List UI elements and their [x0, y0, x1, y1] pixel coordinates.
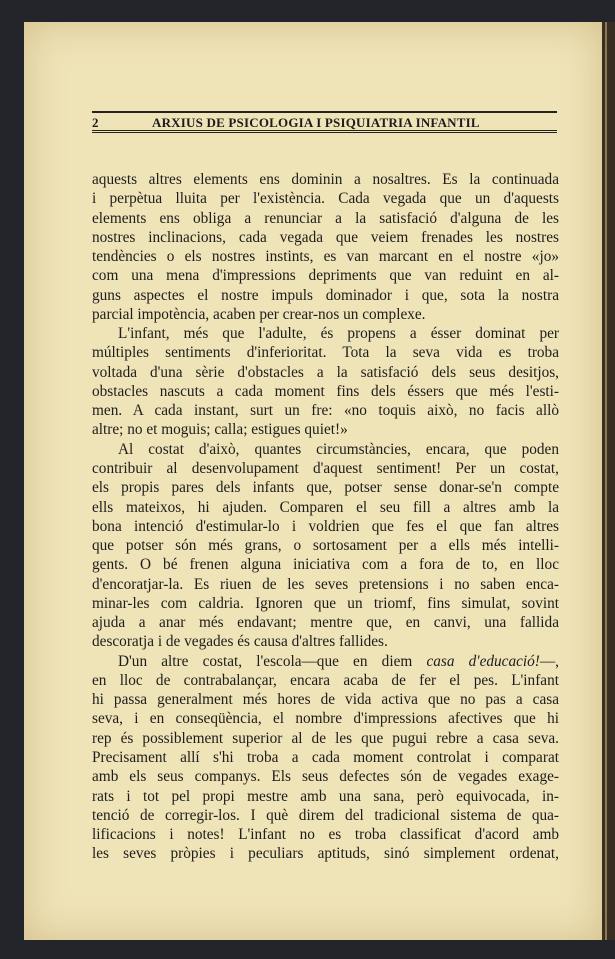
text-line: bona intenció d'estimular-lo i voldrien que fes el que fan altres [92, 517, 559, 535]
text-line: Precisament allí s'hi troba a cada moment controlat i comparat [92, 748, 559, 766]
text-line: obstacles nascuts a cada moment fins dels éssers que més l'esti- [92, 382, 559, 400]
text-line: voltada d'una sèrie d'obstacles a la satisfació dels seus desitjos, [92, 363, 559, 381]
header-rule-top [92, 111, 557, 113]
text-line: minar-les com caldria. Ignoren que un triomf, fins simulat, sovint [92, 594, 559, 612]
header-rule-bottom [92, 130, 557, 133]
running-header [92, 114, 557, 130]
text-line: L'infant, més que l'adulte, és propens a ésser dominat per [118, 325, 559, 343]
text-line: els propis pares dels infants que, potser sense donar-se'n compte [92, 479, 559, 497]
text-line: nostres inclinacions, cada vegada que veiem frenades les nostres [92, 228, 559, 246]
text-line: ells mateixos, hi ajuden. Comparen el seu fill a altres amb la [92, 498, 559, 516]
text-line: contribuir al desenvolupament d'aquest sentiment! Per un costat, [92, 459, 559, 477]
page-number: 2 [92, 115, 99, 130]
text-line: men. A cada instant, surt un fre: «no toquis això, no facis allò [92, 402, 559, 420]
text-line: tendències o els nostres instints, es van marcant en el nostre «jo» [92, 248, 559, 266]
text-line: que potser són més grans, o sortosament per a ells més intelli- [92, 537, 559, 555]
text-fragment: D'un altre costat, l'escola—que en diem [118, 652, 413, 670]
text-line-with-italic [92, 652, 559, 671]
text-line: aquests altres elements ens dominin a nosaltres. Es la continuada [92, 171, 559, 188]
text-line: parcial impotència, acaben per crear-nos un complexe. [92, 305, 426, 323]
text-line: hi passa generalment més hores de vida activa que no pas a casa [92, 691, 559, 709]
text-line: d'encoratjar-la. Es riuen de les seves pretensions i no saben enca- [92, 575, 559, 593]
text-line: ajuda a anar més endavant; mentre que, en canvi, una fallida [92, 614, 559, 632]
text-line: elements ens obliga a renunciar a la satisfació d'alguna de les [92, 209, 559, 227]
text-line: en lloc de contrabalançar, encara acaba de fer el pes. L'infant [92, 671, 559, 689]
text-line: i perpètua lluita per l'existència. Cada vegada que un d'aquests [92, 190, 559, 208]
text-fragment: —, [539, 652, 559, 670]
text-line: descoratja i de vegades és causa d'altres fallides. [92, 633, 388, 651]
text-line: guns aspectes el nostre impuls dominador i que, sota la nostra [92, 286, 559, 304]
text-line: altre; no et moguis; calla; estigues quiet!» [92, 421, 348, 439]
text-line: Al costat d'això, quantes circumstàncies, encara, que poden [118, 440, 559, 458]
text-line: les seves pròpies i peculiars aptituds, sinó simplement ordenat, [92, 845, 559, 863]
text-line: tenció de corregir-los. I què direm del tradicional sistema de qua- [92, 806, 559, 824]
text-line: rep és possiblement superior al de les que pugui rebre a casa seva. [92, 729, 559, 747]
running-title: ARXIUS DE PSICOLOGIA I PSIQUIATRIA INFANTIL [152, 115, 480, 130]
text-line: múltiples sentiments d'inferioritat. Tota la seva vida es troba [92, 344, 559, 362]
text-line: com una mena d'impressions depriments que van reduint en al- [92, 267, 559, 285]
text-line: lificacions i notes! L'infant no es troba classificat d'acord amb [92, 826, 559, 844]
text-line: rats i tot pel propi mestre amb una sana, però equivocada, in- [92, 787, 559, 805]
italic-phrase: casa d'educació! [426, 652, 540, 670]
text-line: amb els seus companys. Els seus defectes són de vegades exage- [92, 768, 559, 786]
book-edge [602, 22, 615, 940]
text-line: seva, i en conseqüència, el nombre d'impressions afectives que hi [92, 710, 559, 728]
text-line: gents. O bé frenen alguna iniciativa com a fora de to, en lloc [92, 556, 559, 574]
body-text [92, 170, 559, 864]
